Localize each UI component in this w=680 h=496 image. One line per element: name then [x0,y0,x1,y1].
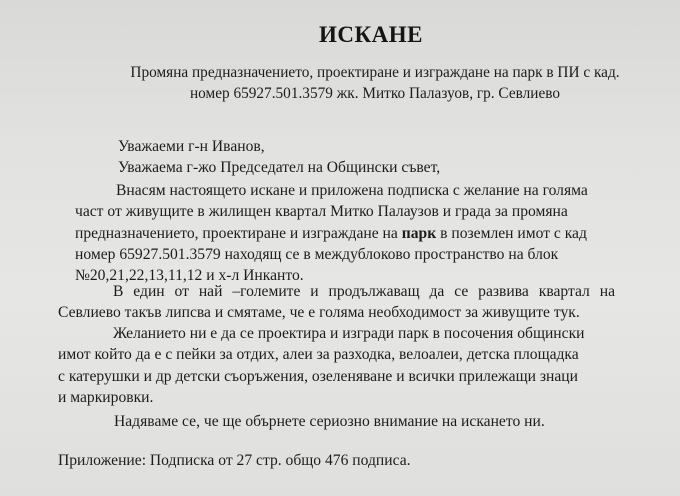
paragraph-line: с катерушки и др детски съоръжения, озеленяване и всички прилежащи знаци [58,367,578,385]
document-title: ИСКАНЕ [318,22,424,47]
greeting-mayor: Уважаеми г-н Иванов, [118,138,265,155]
paragraph-line: номер 65927.501.3579 находящ се в междублоково пространство на блок [75,245,559,263]
closing-sentence: Надяваме се, че ще обърнете сериозно внимание на искането ни. [114,413,545,430]
paragraph-need [58,281,668,324]
text-segment: предназначението, проектиране и изграждане на [75,224,402,242]
subject-line-2: номер 65927.501.3579 жк. Митко Палазуов, гр. Севлиево [189,85,561,102]
paragraph-line: Внасям настоящето искане и приложена подписка с желание на голяма [116,182,588,199]
attachment-note: Приложение: Подписка от 27 стр. общо 476 подписа. [58,452,411,469]
text-segment: в поземлен имот с кад [436,224,587,242]
paragraph-line: и маркировки. [58,388,154,406]
emphasis-park: парк [401,224,437,242]
paragraph-line: Желанието ни е да се проектира и изгради парк в посочения общински [113,325,585,342]
paragraph-line: №20,21,22,13,11,12 и х-л Инканто. [75,267,304,285]
paragraph-wish [58,323,668,408]
paragraph-line: имот който да е с пейки за отдих, алеи за разходка, велоалеи, детска площадка [58,346,579,364]
document-subject [0,62,680,104]
paragraph-line: Севлиево такъв липсва и смятаме, че е голяма необходимост за живущите тук. [58,304,580,322]
paragraph-line [75,223,673,244]
subject-line-1: Промяна предназначението, проектиране и изграждане на парк в ПИ с кад. [130,64,620,81]
paragraph-request [75,180,673,286]
paragraph-line: част от живущите в жилищен квартал Митко Палаузов и града за промяна [75,203,568,221]
paragraph-line: В един от най –големите и продължаващ да се развива квартал на [113,283,615,300]
greeting-council-chair: Уважаема г-жо Председател на Общински съвет, [118,159,441,176]
